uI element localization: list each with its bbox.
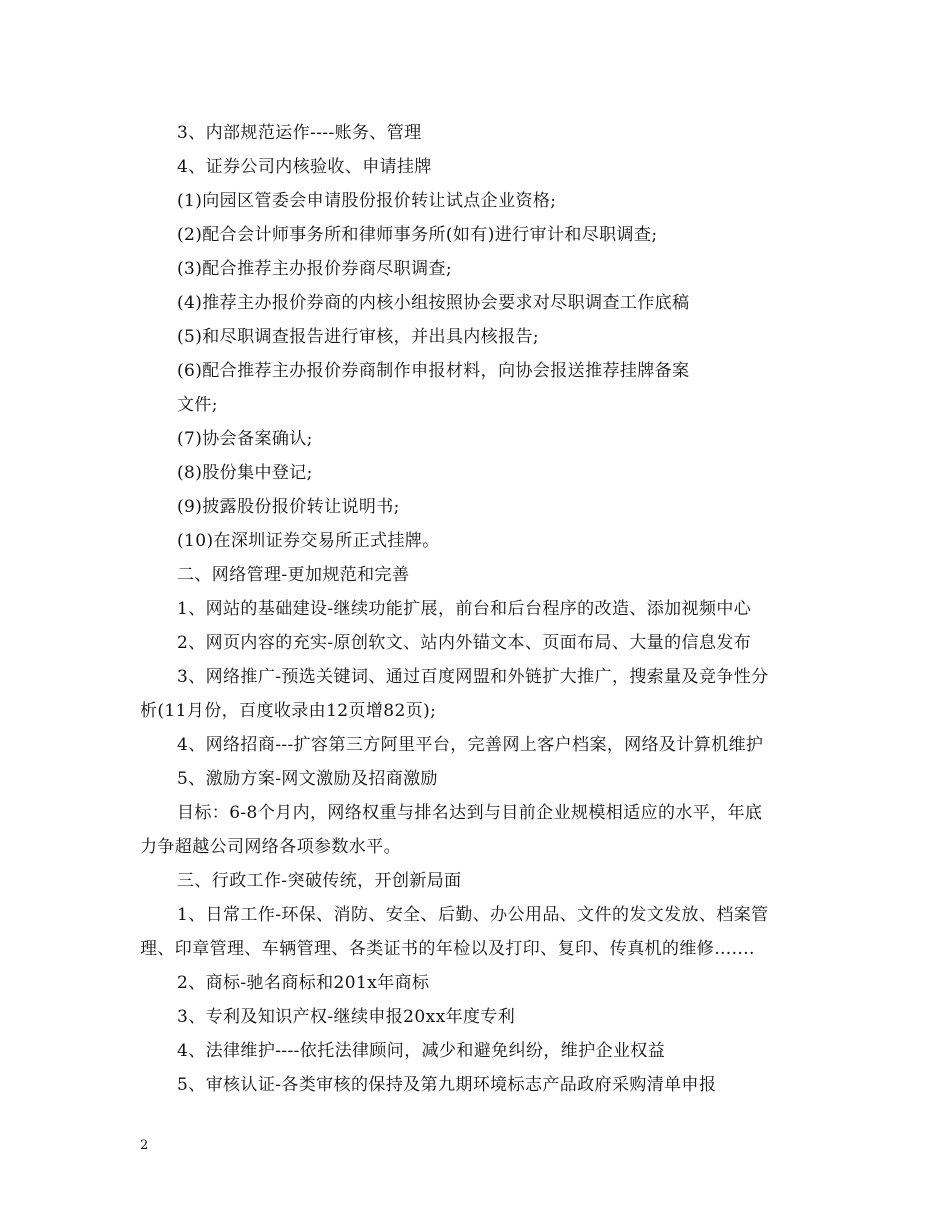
text-line: 理、印章管理、车辆管理、各类证书的年检以及打印、复印、传真机的维修....... <box>140 939 755 959</box>
text-line: 文件; <box>177 395 218 415</box>
text-line: (6)配合推荐主办报价券商制作申报材料，向协会报送推荐挂牌备案 <box>177 361 690 381</box>
text-line: (4)推荐主办报价券商的内核小组按照协会要求对尽职调查工作底稿 <box>177 293 690 313</box>
text-line: 5、审核认证-各类审核的保持及第九期环境标志产品政府采购清单申报 <box>177 1075 717 1095</box>
text-line: 目标：6-8个月内，网络权重与排名达到与目前企业规模相适应的水平，年底 <box>177 803 763 823</box>
text-line: (8)股份集中登记; <box>177 463 313 483</box>
text-line: 三、行政工作-突破传统，开创新局面 <box>177 871 462 891</box>
page-number: 2 <box>140 1138 149 1153</box>
text-line: 4、法律维护----依托法律顾问，减少和避免纠纷，维护企业权益 <box>177 1041 666 1061</box>
text-line: 4、网络招商---扩容第三方阿里平台，完善网上客户档案，网络及计算机维护 <box>177 735 764 755</box>
text-line: (2)配合会计师事务所和律师事务所(如有)进行审计和尽职调查; <box>177 225 658 245</box>
text-line: 3、专利及知识产权-继续申报20xx年度专利 <box>177 1007 516 1027</box>
text-line: (1)向园区管委会申请股份报价转让试点企业资格; <box>177 191 557 211</box>
text-line: (9)披露股份报价转让说明书; <box>177 497 400 517</box>
text-line: 力争超越公司网络各项参数水平。 <box>140 837 401 857</box>
text-line: (10)在深圳证券交易所正式挂牌。 <box>177 531 440 551</box>
text-line: 3、内部规范运作----账务、管理 <box>177 123 422 143</box>
text-line: 2、商标-驰名商标和201x年商标 <box>177 973 430 993</box>
document-body <box>140 116 820 1102</box>
text-line: 1、网站的基础建设-继续功能扩展，前台和后台程序的改造、添加视频中心 <box>177 599 752 619</box>
text-line: 析(11月份，百度收录由12页增82页); <box>140 701 437 721</box>
text-line: 二、网络管理-更加规范和完善 <box>177 565 410 585</box>
text-line: 2、网页内容的充实-原创软文、站内外锚文本、页面布局、大量的信息发布 <box>177 633 752 653</box>
text-line: (7)协会备案确认; <box>177 429 313 449</box>
text-line: (3)配合推荐主办报价券商尽职调查; <box>177 259 453 279</box>
text-line: 5、激励方案-网文激励及招商激励 <box>177 769 438 789</box>
text-line: 1、日常工作-环保、消防、安全、后勤、办公用品、文件的发文发放、档案管 <box>177 905 769 925</box>
text-line: 3、网络推广-预选关键词、通过百度网盟和外链扩大推广，搜索量及竞争性分 <box>177 667 769 687</box>
text-line: (5)和尽职调查报告进行审核，并出具内核报告; <box>177 327 540 347</box>
text-line: 4、证券公司内核验收、申请挂牌 <box>177 157 432 177</box>
